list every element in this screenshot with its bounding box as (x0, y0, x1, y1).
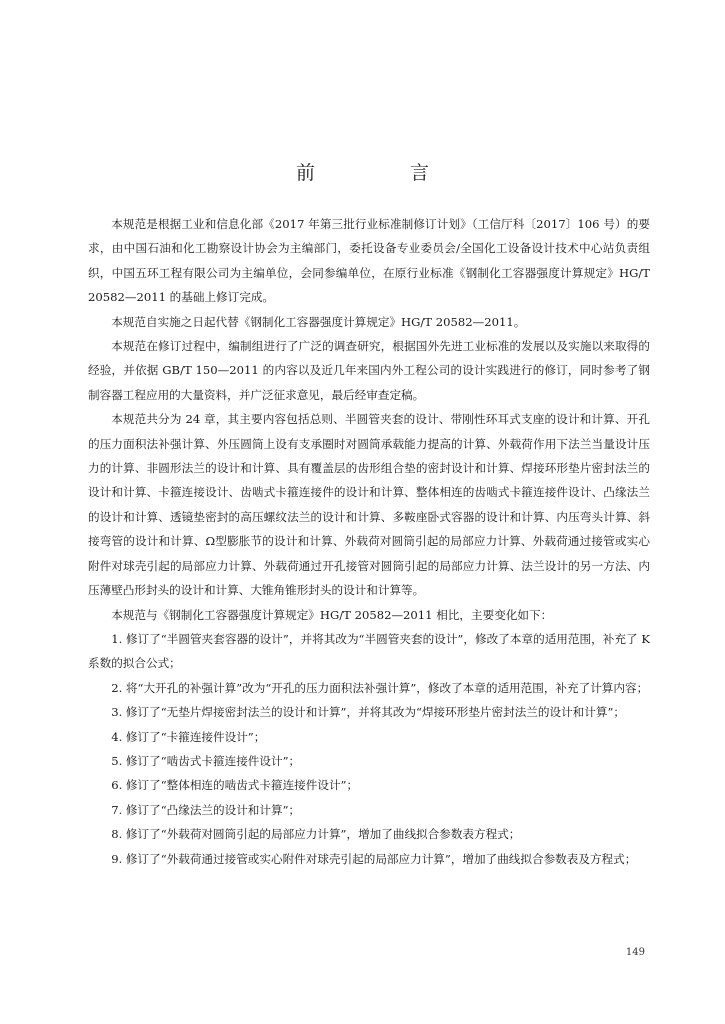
list-item: 5. 修订了“啮齿式卡箍连接件设计”； (111, 753, 301, 768)
list-item: 7. 修订了“凸缘法兰的设计和计算”； (111, 802, 301, 817)
list-item: 6. 修订了“整体相连的啮齿式卡箍连接件设计”； (111, 778, 359, 793)
page-number: 149 (625, 947, 645, 958)
list-item: 4. 修订了“卡箍连接件设计”； (111, 729, 266, 744)
list-item: 2. 将“大开孔的补强计算”改为“开孔的压力面积法补强计算”，修改了本章的适用范围，补充了计算内容； (111, 680, 649, 695)
paragraph: 本规范自实施之日起代替《钢制化工容器强度计算规定》HG/T 20582—2011。 (111, 314, 526, 329)
list-item: 3. 修订了“无垫片焊接密封法兰的设计和计算”，并将其改为“焊接环形垫片密封法兰的设计和计算”； (111, 705, 625, 720)
paragraph: 本规范在修订过程中，编制组进行了广泛的调查研究，根据国外先进工业标准的发展以及实施以来取得的经验，并依据 GB/T 150—2011 的内容以及近几年来国内外工程公司的设计实践进行的修订，同时参考了钢制容器工程应用的大量资料，并广泛征求意见，最后经审查定稿。 (88, 339, 650, 402)
list-item: 8. 修订了“外载荷对圆筒引起的局部应力计算”，增加了曲线拟合参数表方程式； (111, 827, 521, 842)
paragraph: 本规范共分为 24 章，其主要内容包括总则、半圆管夹套的设计、带刚性环耳式支座的设计和计算、开孔的压力面积法补强计算、外压圆筒上设有支承圈时对圆筒承载能力提高的计算、外载荷作用下法兰当量设计压力的计算、非圆形法兰的设计和计算、具有覆盖层的齿形组合垫的密封设计和计算、焊接环形垫片密封法兰的设计和计算、卡箍连接设计、齿啮式卡箍连接件的设计和计算、整体相连的齿啮式卡箍连接件设计、凸缘法兰的设计和计算、透镜垫密封的高压螺纹法兰的设计和计算、多鞍座卧式容器的设计和计算、内压弯头计算、斜接弯管的设计和计算、Ω型膨胀节的设计和计算、外载荷对圆筒引起的局部应力计算、外载荷通过接管或实心附件对球壳引起的局部应力计算、外载荷通过开孔接管对圆筒引起的局部应力计算、法兰设计的另一方法、内压薄壁凸形封头的设计和计算、大锥角锥形封头的设计和计算等。 (88, 412, 650, 598)
list-item: 9. 修订了“外载荷通过接管或实心附件对球壳引起的局部应力计算”，增加了曲线拟合参数表及方程式； (111, 851, 637, 866)
paragraph: 本规范是根据工业和信息化部《2017 年第三批行业标准制修订计划》（工信厅科〔2017〕106 号）的要求，由中国石油和化工勘察设计协会为主编部门，委托设备专业委员会/全国化工设备设计技术中心站负责组织，中国五环工程有限公司为主编单位，会同参编单位，在原行业标准《钢制化工容器强度计算规定》HG/T 20582—2011 的基础上修订完成。 (88, 217, 650, 305)
body-text (88, 212, 650, 871)
page-title: 前 言 (295, 162, 467, 184)
list-item: 1. 修订了“半圆管夹套容器的设计”，并将其改为“半圆管夹套的设计”，修改了本章的适用范围，补充了 K 系数的拟合公式； (88, 631, 650, 671)
paragraph: 本规范与《钢制化工容器强度计算规定》HG/T 20582—2011 相比，主要变化如下： (111, 607, 553, 622)
